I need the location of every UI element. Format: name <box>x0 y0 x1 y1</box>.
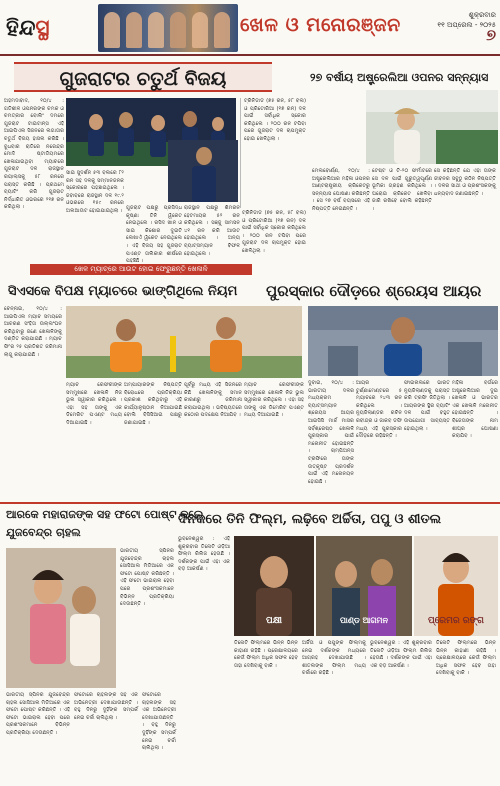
story-csk-photo <box>66 306 302 378</box>
poster-2-title: ପାଣ୍ଡ ଆଗମନ <box>340 616 388 625</box>
story-retirement-col2: ଟେଷ୍ଟ ଓ ଟି-୨୦ ଫର୍ମାଟରେ ସେ ଦଳ ପାଇଁ ଗୁରୁତ୍ୱପୂର୍ଣ୍ଣ ଭୂମିକା ଗ୍ରହଣ କରିଥିଲେ । ଘରୋଇ କ୍ରିକେଟ ଖେଳିବା ଜାରି ରଖିବେ ବୋଲି କହିଛନ୍ତି । <box>372 168 432 212</box>
story-iyer-col2: ଆୟର ଟୁର୍ଣ୍ଣାମେଣ୍ଟରେ ୫ ମ୍ୟାଚରେ ୨୪୩ ରନ କରିଥିଲେ । ନ୍ୟୁଜିଲାଣ୍ଡର ରଚିନ ରବୀନ୍ଦ୍ର ଓ ଜାକବ ଡଫି ମଧ୍ୟ ଏହି ପୁରସ୍କାର ଦୌଡ଼ରେ ରହିଛନ୍ତି । <box>356 380 402 440</box>
story-csk-col1: ଚେନ୍ନାଇ, ୧୦/୪ : ଆଇପିଏଲ ମ୍ୟାଚ ସମୟରେ ଆଚରଣ ସଂହିତା ଉଲ୍ଲଂଘନ କରିଥିବାରୁ ଜଣେ ଖେଳାଳିଙ୍କୁ ଦଣ୍ଡିତ କରାଯାଇଛି । ମ୍ୟାଚ ଫି'ର ୨୫ ପ୍ରତିଶତ ଜରିମାନା ଲାଗୁ କରାଯାଇଛି । <box>4 306 62 358</box>
story-csk-headline: ସିଏସକେ ବିପକ୍ଷ ମ୍ୟାଚରେ ଭାଙ୍ଗିଥିଲେ ନିୟମ <box>8 284 238 299</box>
story-gujarat-photo-2 <box>168 140 238 202</box>
story-iyer-col4: ମହିଳା ବର୍ଗରେ ଅଷ୍ଟ୍ରେଲିଆର ଦୁଇ ଖେଳାଳି ଓ ଭାରତର ଏକ ଖେଳାଳି ମନୋନୀତ ହୋଇଛନ୍ତି । ବିଜେତାଙ୍କ ନାମ ଶୀଘ୍ର ଘୋଷଣା କରାଯିବ । <box>452 380 498 440</box>
story-iyer-col1: ଦୁବାଇ, ୧୦/୪ : ଭାରତୀୟ ଦଳର ମଧ୍ୟକ୍ରମ ବ୍ୟାଟ୍ସମ୍ୟାନ ଶ୍ରେୟସ ଆୟର ଆଇସିସି ମାର୍ଚ୍ଚ ମାସର ସର୍ବଶ୍ରେଷ୍ଠ ଖେଳାଳି ପୁରସ୍କାର ପାଇଁ ମନୋନୀତ ହୋଇଛନ୍ତି । ଚାମ୍ପିଅନ୍ସ ଟ୍ରଫିରେ ତାଙ୍କ ଉତ୍କୃଷ୍ଟ ପ୍ରଦର୍ଶନ ପାଇଁ ଏହି ମନୋନୟନ ହୋଇଛି । <box>308 380 354 485</box>
story-gujarat-col2: ସାଇ ସୁଦର୍ଶନ ୫୩ ବଲରେ ୮୨ ରନ ସହ ଦଳକୁ ସମ୍ମାନଜନକ ସ୍କୋରରେ ପହଞ୍ଚାଇଥିଲେ । ଜବାବରେ ରାଜସ୍ଥାନ ଦଳ ୧୯.୨ ଓଭରରେ ୧୫୯ ରନରେ ଅଲଆଉଟ ହୋଇଯାଇଥିଲା । <box>66 170 124 214</box>
story-csk-col3: ଅମ୍ପାୟାରଙ୍କ ନିଷ୍ପତ୍ତି ବିରୋଧରେ ପ୍ରତିକ୍ରିୟା ପ୍ରକାଶ କରିଥିବାରୁ ଏହି କାର୍ଯ୍ୟାନୁଷ୍ଠାନ ନିଆଯାଇଛି ବୋଲି ବିସିସିଆଇ ପକ୍ଷରୁ ଜଣାଯାଇଛି । <box>124 382 182 426</box>
story-films-col1: ଭୁବନେଶ୍ୱର : ଏହି ଶୁକ୍ରବାର ତିନୋଟି ଓଡ଼ିଆ ଫିଲ୍ମ ରିଲିଜ ହେଉଛି । ଦର୍ଶକଙ୍କ ପାଇଁ ଏହା ଏକ ବଡ଼ ଆକର୍ଷଣ । <box>178 536 230 573</box>
story-chahal-photo <box>6 548 116 688</box>
story-gujarat-col6: ଟ୍ରିନିଡାଡ (୭୫ ରନ, ୫୮ ବଲ) ଓ ପ୍ରିଟୋରିଆ (୧୭ ରନ) ଦଳ ପାଇଁ ସର୍ବାଧିକ ସ୍କୋର କରିଥିଲେ । ୨୦୦ ରନ ଟପିବା ପରେ ଗୁଜରାଟ ଦଳ ଚାପମୁକ୍ତ ହୋଇ ଖେଳିଥିଲା । <box>242 210 306 254</box>
story-csk-col5: ମ୍ୟାଚ ରେଫରୀଙ୍କ ସମ୍ମୁଖରେ ଖେଳାଳି ନିଜ ଭୁଲ ସ୍ୱୀକାର କରିଥିଲେ । ଏହା ସହ ତାଙ୍କୁ ଏକ ଡିମେରିଟ ପଏଣ୍ଟ ମଧ୍ୟ ଦିଆଯାଇଛି । <box>244 382 304 419</box>
story-films-col5: ତିନୋଟି ଫିଲ୍ମରେ ଭିନ୍ନ ଭିନ୍ନ କାହାଣୀ ରହିଛି । ପ୍ରେକ୍ଷାଳୟରେ କେଉଁ ଫିଲ୍ମ ଅଧିକ ସଫଳ ହେବ ତାହା ଦେଖିବାକୁ ବାକି । <box>436 640 496 677</box>
story-retirement-col3: ସେ କହିଛନ୍ତି ଯେ ଏହା ତାଙ୍କ ଜୀବନର ସବୁଠୁ କଠିନ ନିଷ୍ପତ୍ତି । ଦଳର ସାଥୀ ଓ ପ୍ରଶଂସକଙ୍କୁ ଧନ୍ୟବାଦ ଜଣାଇଛନ୍ତି । <box>434 168 496 197</box>
story-films-headline: ଦିନକରେ ତିନି ଫିଲ୍ମ, ଲଢ଼ିବେ ଅର୍ଚ୍ଚିତା, ପପୁ ଓ ଶୀତଲ <box>178 512 442 527</box>
story-csk-col4: ପୂର୍ବରୁ ମଧ୍ୟ ଏହି ସିଜନରେ କିଛି ଖେଳାଳିଙ୍କୁ ସମାନ କାରଣରୁ ଜରିମାନା କରାଯାଇଥିଲା । ଭବିଷ୍ୟତରେ କଠୋର ପଦକ୍ଷେପ ନିଆଯିବ । <box>184 382 242 419</box>
dateline <box>418 10 496 44</box>
story-gujarat-headline: ଗୁଜରାଟର ଚତୁର୍ଥ ବିଜୟ <box>14 62 272 92</box>
story-films-col3: ଅର୍ଚ୍ଚିତା ଓ ପପୁଙ୍କ ଫିଲ୍ମକୁ ନେଇ ଦର୍ଶକଙ୍କ ମଧ୍ୟରେ ଆଗ୍ରହ ଦେଖାଯାଉଛି । ଶୀତଲଙ୍କ ଫିଲ୍ମ ମଧ୍ୟ ଚର୍ଚ୍ଚାରେ ରହିଛି । <box>302 640 366 677</box>
story-chahal-col1: ଭାରତୀୟ ସ୍ପିନର ଯୁଜବେନ୍ଦ୍ର ଚାହଲ ସୋସିଆଲ ମିଡିଆରେ ଏକ ଫଟୋ ପୋଷ୍ଟ କରିଛନ୍ତି । ଏହି ଫଟୋ ଭାଇରାଲ ହେବା ପରେ ପ୍ରଶଂସକମାନେ ବିଭିନ୍ନ ପ୍ରତିକ୍ରିୟା ଦେଉଛନ୍ତି । <box>6 692 70 736</box>
story-films-col4: ଭୁବନେଶ୍ୱର : ଏହି ଶୁକ୍ରବାର ତିନୋଟି ଓଡ଼ିଆ ଫିଲ୍ମ ରିଲିଜ ହେଉଛି । ଦର୍ଶକଙ୍କ ପାଇଁ ଏହା ଏକ ବଡ଼ ଆକର୍ଷଣ । <box>370 640 432 669</box>
story-films-col2: ତିନୋଟି ଫିଲ୍ମରେ ଭିନ୍ନ ଭିନ୍ନ କାହାଣୀ ରହିଛି । ପ୍ରେକ୍ଷାଳୟରେ କେଉଁ ଫିଲ୍ମ ଅଧିକ ସଫଳ ହେବ ତାହା ଦେଖିବାକୁ ବାକି । <box>234 640 298 669</box>
story-gujarat-col1: ଅହମଦାବାଦ, ୧୦/୪ : ଗତିଶୀଳ ଓପନରଙ୍କ ଚମକ ଓ ଚମତ୍କାର ବୋଲିଂ ଦମରେ ଗୁଜରାଟ ଟାଇଟାନ୍ସ ଏହି ଆଇପିଏଲ ସିଜନରେ ଲଗାତାର ଚତୁର୍ଥ ବିଜୟ ହାସଲ କରିଛି । ବୁଧବାର ରାତିରେ ନରେନ୍ଦ୍ର ମୋଦି ଷ୍ଟାଡିୟମରେ ଖେଳାଯାଇଥିବା ମ୍ୟାଚରେ ଗୁଜରାଟ ଦଳ ରାଜସ୍ଥାନ ରୟାଲ୍ସକୁ ୫୮ ରନରେ ପରାସ୍ତ କରିଛି । ପ୍ରଥମେ ବ୍ୟାଟିଂ କରି ଗୁଜରାଟ ନିର୍ଦ୍ଧାରିତ ଓଭରରେ ୨୧୭ ରନ କରିଥିଲା । <box>4 98 64 211</box>
poster-2 <box>316 536 412 636</box>
poster-3-title: ପ୍ରେମର ରଙ୍ଗ <box>428 616 484 626</box>
caption-banner: ଖେଳ ମ୍ୟାଚ୍‌ରେ ଆଉଟ ହୋଇ ଫେରୁଛନ୍ତି ଖେଳାଳି <box>30 264 252 275</box>
story-chahal-col3: ଭାରତୀୟ ସ୍ପିନର ଯୁଜବେନ୍ଦ୍ର ଚାହଲ ସୋସିଆଲ ମିଡିଆରେ ଏକ ଫଟୋ ପୋଷ୍ଟ କରିଛନ୍ତି । ଏହି ଫଟୋ ଭାଇରାଲ ହେବା ପରେ ପ୍ରଶଂସକମାନେ ବିଭିନ୍ନ ପ୍ରତିକ୍ରିୟା ଦେଉଛନ୍ତି । <box>120 548 174 608</box>
day: ଶୁକ୍ରବାର <box>468 11 496 19</box>
story-retirement-headline: ୨୭ ବର୍ଷୀୟ ଅଷ୍ଟ୍ରେଲିଆ ଓପନର ସନ୍ନ୍ୟାସ <box>310 71 489 84</box>
story-iyer-photo <box>308 306 498 376</box>
masthead-photo-strip <box>98 4 238 52</box>
poster-1 <box>234 536 314 636</box>
story-chahal-headline: ଆରକେ ମହାରାଜଙ୍କ ସହ ଫଟୋ ପୋଷ୍ଟ କଲେ ଯୁଜବେନ୍ଦ୍ର ଚାହଲ <box>6 508 204 539</box>
logo-text: ହିନ୍ଦ <box>6 15 36 41</box>
masthead <box>0 0 500 56</box>
logo-tail: ସ୍ଥ <box>35 15 50 41</box>
story-retirement-photo <box>366 90 498 164</box>
section-title: ଖେଳ ଓ ମନୋରଞ୍ଜନ <box>240 14 401 36</box>
divider-line <box>0 502 500 504</box>
story-gujarat-col5: ରାଜସ୍ଥାନ ପକ୍ଷରୁ ଶିମରନ ହେଟମାୟର ୫୨ ରନ କରିଥିଲେ । ସଞ୍ଜୁ ସାମସନ ୪୧ ରନ କରି ଆଉଟ ହୋଇଥିଲେ । ଅନ୍ୟ ବ୍ୟାଟ୍ସମ୍ୟାନ ବିଫଳ ହୋଇଥିଲେ । <box>184 205 240 257</box>
story-chahal-col4: ଫଟୋରେ ଚାହଲଙ୍କ ସହ ଏକ ଅଭିନେତ୍ରୀ ଦେଖାଯାଉଛନ୍ତି । ବହୁ ଦିନରୁ ଦୁହିଁଙ୍କ ସମ୍ପର୍କ ନେଇ ଚର୍ଚ୍ଚା ଚାଲିଥିଲା । <box>142 692 176 752</box>
newspaper-logo[interactable] <box>6 8 96 48</box>
page-number: ୭ <box>486 25 496 44</box>
date: ୧୧ ଅପ୍ରେଲ - ୨୦୨୫ <box>437 21 496 29</box>
story-retirement-col1: ମେଲବୋର୍ଣ୍ଣ, ୧୦/୪ : ଅଷ୍ଟ୍ରେଲିଆର ମହିଳା ଓପନର ଆଣ୍ଟରାଷ୍ଟ୍ରୀୟ କ୍ରିକେଟରୁ ସନ୍ନ୍ୟାସ ଘୋଷଣା କରିଛନ୍ତି । ସେ ୨୭ ବର୍ଷ ବୟସରେ ଏହି ନିଷ୍ପତ୍ତି ନେଇଛନ୍ତି । <box>312 168 370 212</box>
poster-3 <box>414 536 498 636</box>
story-iyer-col3: ଫାଇନାଲରେ ଭାରତ ନ୍ୟୁଜିଲାଣ୍ଡକୁ ପରାସ୍ତ କରି ଟ୍ରଫି ଜିତିଥିଲା । ଆୟରଙ୍କ ସ୍ଥିର ବ୍ୟାଟିଂ ଦଳ ପାଇଁ ବହୁତ ଉପଯୋଗୀ ସାବ୍ୟସ୍ତ ହୋଇଥିଲା । <box>404 380 450 432</box>
story-gujarat-col3: ଗୁଜରାଟ ପକ୍ଷରୁ ପ୍ରସିଦ୍ଧ କୃଷ୍ଣା ତିନି ୱିକେଟ ନେଇଥିଲେ । ରସିଦ ଖାନ ଓ ସାଇ କିଶୋର ଦୁଇଟି ଲେଖାଏଁ ୱିକେଟ ନେଇଥିଲେ । ଏହି ବିଜୟ ସହ ଗୁଜରାଟ ପଏଣ୍ଟ ତାଲିକାର ଶୀର୍ଷରେ ପହଞ୍ଚିଛି । <box>126 205 182 265</box>
story-gujarat-col4: ଟ୍ରିନିଡାଡ (୭୫ ରନ, ୫୮ ବଲ) ଓ ପ୍ରିଟୋରିଆ (୧୭ ରନ) ଦଳ ପାଇଁ ସର୍ବାଧିକ ସ୍କୋର କରିଥିଲେ । ୨୦୦ ରନ ଟପିବା ପରେ ଗୁଜରାଟ ଦଳ ଚାପମୁକ୍ତ ହୋଇ ଖେଳିଥିଲା । <box>240 98 306 208</box>
poster-1-title: ପକ୍ଷୀ <box>266 616 282 626</box>
story-iyer-headline: ପୁରସ୍କାର ଦୌଡ଼ରେ ଶ୍ରେୟସ ଆୟର <box>266 282 482 300</box>
story-chahal-col2: ଫଟୋରେ ଚାହଲଙ୍କ ସହ ଏକ ଅଭିନେତ୍ରୀ ଦେଖାଯାଉଛନ୍ତି । ବହୁ ଦିନରୁ ଦୁହିଁଙ୍କ ସମ୍ପର୍କ ନେଇ ଚର୍ଚ୍ଚା ଚାଲିଥିଲା । <box>74 692 138 721</box>
story-csk-col2: ମ୍ୟାଚ ରେଫରୀଙ୍କ ସମ୍ମୁଖରେ ଖେଳାଳି ନିଜ ଭୁଲ ସ୍ୱୀକାର କରିଥିଲେ । ଏହା ସହ ତାଙ୍କୁ ଏକ ଡିମେରିଟ ପଏଣ୍ଟ ମଧ୍ୟ ଦିଆଯାଇଛି । <box>66 382 122 426</box>
